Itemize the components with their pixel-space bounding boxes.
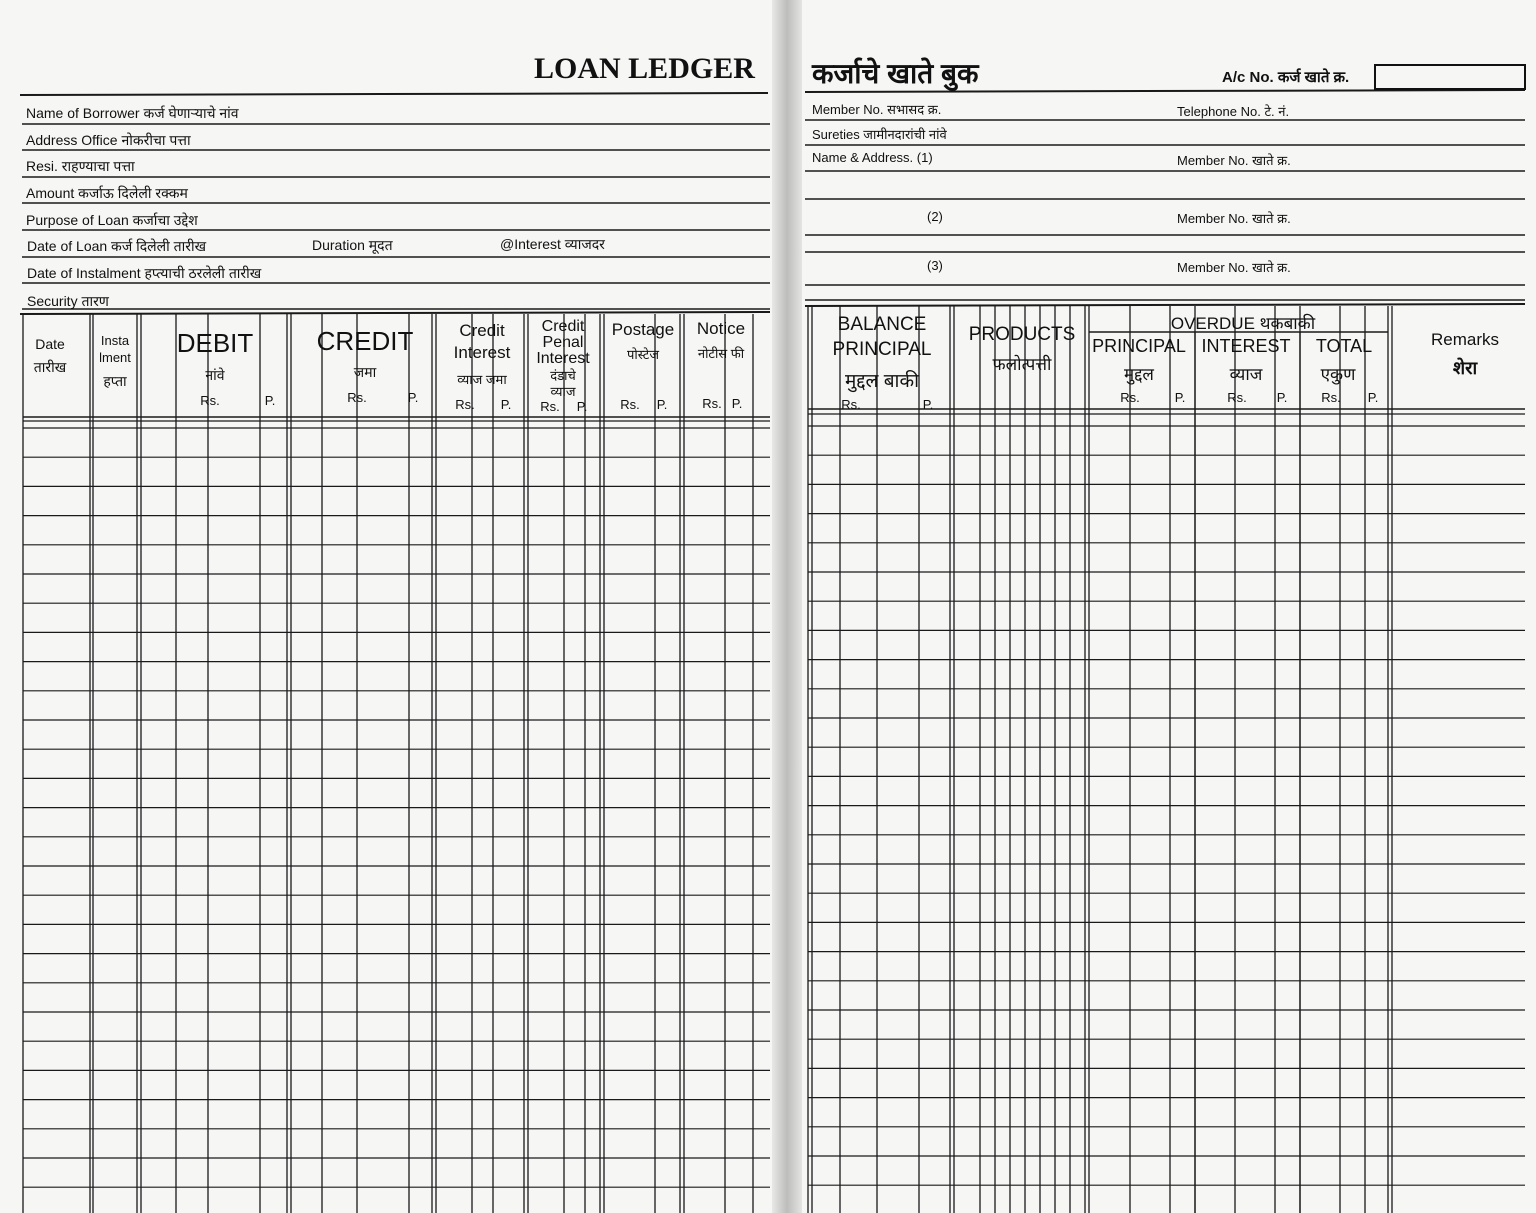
- field-resi[interactable]: Resi. राहण्याचा पत्ता: [26, 158, 135, 174]
- field-date-of-loan[interactable]: Date of Loan कर्ज दिलेली तारीख: [27, 238, 207, 254]
- account-number-box[interactable]: [1374, 64, 1526, 90]
- field-date-of-instalment[interactable]: Date of Instalment हप्त्याची ठरलेली तारीख: [27, 265, 262, 281]
- field-surety-2[interactable]: (2): [927, 209, 943, 224]
- col-paise-label: P.: [500, 397, 512, 412]
- field-member-no[interactable]: Member No. सभासद क्र.: [812, 102, 942, 117]
- col-paise-label: P.: [407, 390, 419, 405]
- field-telephone[interactable]: Telephone No. टे. नं.: [1177, 104, 1290, 119]
- field-purpose[interactable]: Purpose of Loan कर्जाचा उद्देश: [26, 212, 198, 228]
- col-debit: DEBIT: [176, 328, 254, 358]
- col-insta-mr: हप्ता: [103, 373, 127, 389]
- col-od-total: TOTAL: [1315, 336, 1373, 356]
- field-sureties: Sureties जामीनदारांची नांवे: [812, 127, 947, 142]
- col-rupees-label: Rs.: [1227, 390, 1247, 405]
- header-rule: [20, 93, 768, 95]
- col-od-principal: PRINCIPAL: [1092, 336, 1186, 356]
- field-surety-3-member[interactable]: Member No. खाते क्र.: [1177, 260, 1291, 275]
- col-date-mr: तारीख: [33, 359, 67, 375]
- col-overdue: OVERDUE थकबाकी: [1170, 314, 1316, 333]
- col-paise-label: P.: [922, 397, 934, 412]
- col-rupees-label: Rs.: [347, 390, 367, 405]
- col-debit-mr: नांवे: [205, 367, 225, 383]
- col-paise-label: P.: [1174, 390, 1186, 405]
- col-remarks-mr: शेरा: [1452, 358, 1478, 378]
- field-security[interactable]: Security तारण: [27, 293, 109, 309]
- col-paise-label: P.: [1276, 390, 1288, 405]
- col-paise-label: P.: [576, 399, 588, 414]
- col-balance: BALANCE: [837, 314, 927, 335]
- col-od-total-mr: एकुण: [1320, 365, 1356, 384]
- col-products: PRODUCTS: [968, 324, 1076, 345]
- col-od-interest-mr: व्याज: [1229, 365, 1263, 384]
- col-credit-interest: Credit: [459, 321, 505, 340]
- col-penal-mr-2: व्याज: [550, 384, 576, 399]
- col-remarks: Remarks: [1430, 330, 1500, 349]
- col-insta: Insta: [100, 333, 130, 348]
- col-credit-interest-mr: व्याज जमा: [457, 372, 507, 387]
- page-title: LOAN LEDGER: [534, 52, 755, 85]
- col-lment: lment: [99, 350, 131, 365]
- col-notice: Notice: [696, 319, 746, 338]
- col-credit-mr: जमा: [353, 364, 377, 380]
- col-rupees-label: Rs.: [1120, 390, 1140, 405]
- field-address-office[interactable]: Address Office नोकरीचा पत्ता: [26, 132, 191, 148]
- col-rupees-label: Rs.: [841, 397, 861, 412]
- col-rupees-label: Rs.: [1321, 390, 1341, 405]
- col-postage: Postage: [611, 320, 675, 339]
- col-rupees-label: Rs.: [200, 393, 220, 408]
- rule-line: [805, 304, 1525, 306]
- col-penal-2: Penal: [542, 334, 584, 351]
- field-surety-1-member[interactable]: Member No. खाते क्र.: [1177, 153, 1291, 168]
- col-od-interest: INTEREST: [1201, 336, 1291, 356]
- col-products-mr: फलोत्पत्ती: [992, 355, 1052, 374]
- col-penal-mr: दंडाचे: [550, 368, 576, 383]
- col-penal-3: Interest: [536, 350, 590, 367]
- col-balance-principal: PRINCIPAL: [832, 339, 932, 360]
- field-borrower[interactable]: Name of Borrower कर्ज घेणाऱ्याचे नांव: [26, 105, 239, 121]
- rule-line: [20, 312, 770, 314]
- field-surety-1[interactable]: Name & Address. (1): [812, 150, 933, 165]
- col-postage-mr: पोस्टेज: [626, 347, 660, 362]
- col-od-principal-mr: मुद्दल: [1124, 365, 1154, 384]
- field-amount[interactable]: Amount कर्जाऊ दिलेली रक्कम: [26, 185, 188, 201]
- col-paise-label: P.: [1367, 390, 1379, 405]
- col-penal: Credit: [541, 318, 585, 335]
- col-paise-label: P.: [264, 393, 276, 408]
- field-surety-2-member[interactable]: Member No. खाते क्र.: [1177, 211, 1291, 226]
- col-rupees-label: Rs.: [702, 396, 722, 411]
- ac-no-label: A/c No. कर्ज खाते क्र.: [1222, 69, 1350, 86]
- page-title-marathi: कर्जाचे खाते बुक: [812, 58, 979, 89]
- col-notice-mr: नोटीस फी: [697, 346, 745, 361]
- field-interest[interactable]: @Interest व्याजदर: [500, 236, 605, 252]
- col-rupees-label: Rs.: [620, 397, 640, 412]
- col-rupees-label: Rs.: [540, 399, 560, 414]
- col-date: Date: [35, 336, 65, 352]
- field-surety-3[interactable]: (3): [927, 258, 943, 273]
- col-balance-mr: मुद्दल बाकी: [844, 371, 920, 392]
- col-rupees-label: Rs.: [455, 397, 475, 412]
- col-credit-interest-2: Interest: [453, 343, 511, 362]
- col-paise-label: P.: [731, 396, 743, 411]
- field-duration[interactable]: Duration मूदत: [312, 237, 393, 253]
- col-credit: CREDIT: [316, 326, 414, 356]
- col-paise-label: P.: [656, 397, 668, 412]
